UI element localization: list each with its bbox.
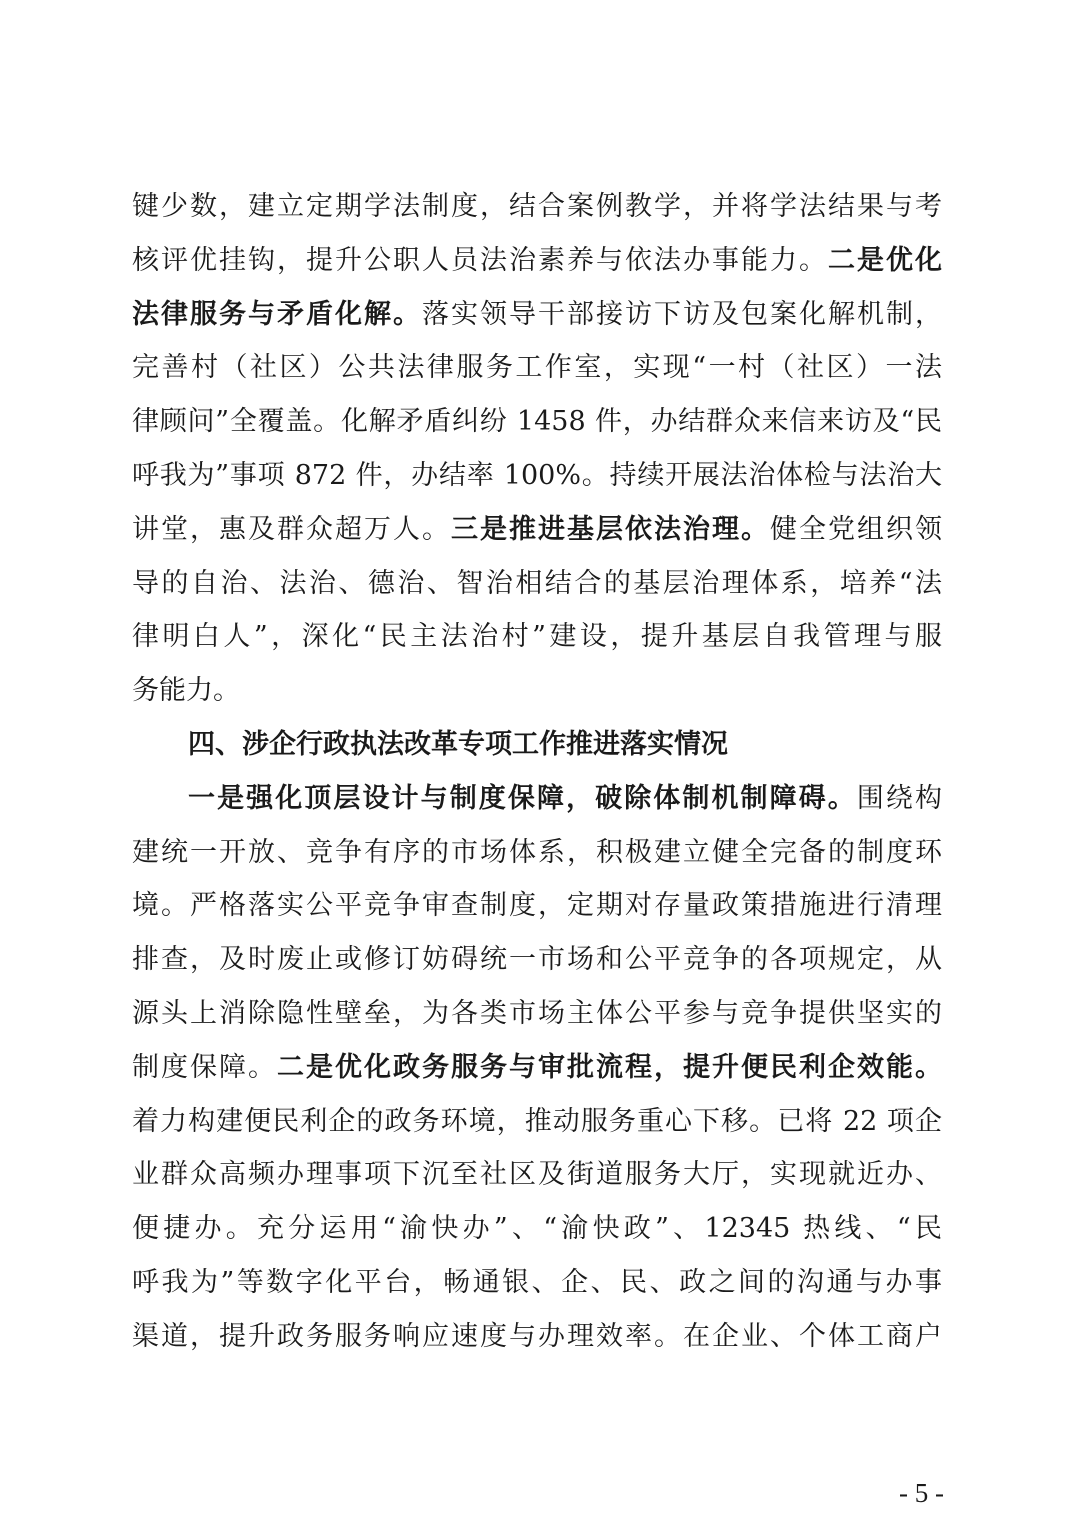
text-line bbox=[132, 449, 942, 503]
text-line bbox=[132, 718, 942, 772]
text-segment: 健全党组织领 bbox=[770, 513, 942, 545]
text-segment: 排查，及时废止或修订妨碍统一市场和公平竞争的各项规定，从 bbox=[132, 944, 942, 976]
text-segment: 着力构建便民利企的政务环境，推动服务重心下移。已将 22 项企 bbox=[132, 1105, 942, 1137]
text-line bbox=[132, 933, 942, 987]
text-line bbox=[132, 341, 942, 395]
text-line bbox=[132, 1202, 942, 1256]
bold-text-segment: 四、涉企行政执法改革专项工作推进落实情况 bbox=[188, 728, 728, 760]
bold-text-segment: 二是优化政务服务与审批流程，提升便民利企效能。 bbox=[277, 1051, 942, 1083]
text-line bbox=[132, 664, 942, 718]
text-segment: 导的自治、法治、德治、智治相结合的基层治理体系，培养“法 bbox=[132, 567, 942, 599]
text-segment: 落实领导干部接访下访及包案化解机制， bbox=[422, 298, 942, 330]
text-line bbox=[132, 1256, 942, 1310]
text-segment: 律明白人”，深化“民主法治村”建设，提升基层自我管理与服 bbox=[132, 621, 942, 653]
text-line bbox=[132, 180, 942, 234]
bold-text-segment: 二是优化 bbox=[828, 244, 942, 276]
text-segment: 围绕构 bbox=[856, 782, 943, 814]
text-line bbox=[132, 879, 942, 933]
text-line bbox=[132, 503, 942, 557]
text-segment: 律顾问”全覆盖。化解矛盾纠纷 1458 件，办结群众来信来访及“民 bbox=[132, 406, 942, 438]
text-line bbox=[132, 1041, 942, 1095]
text-line bbox=[132, 395, 942, 449]
text-segment: 渠道，提升政务服务响应速度与办理效率。在企业、个体工商户 bbox=[132, 1320, 942, 1352]
text-segment: 完善村（社区）公共法律服务工作室，实现“一村（社区）一法 bbox=[132, 352, 942, 384]
text-line bbox=[132, 610, 942, 664]
text-segment: 讲堂，惠及群众超万人。 bbox=[132, 513, 451, 545]
text-segment: 呼我为”等数字化平台，畅通银、企、民、政之间的沟通与办事 bbox=[132, 1266, 942, 1298]
text-segment: 呼我为”事项 872 件，办结率 100%。持续开展法治体检与法治大 bbox=[132, 459, 942, 491]
text-segment: 务能力。 bbox=[132, 675, 240, 707]
text-segment: 核评优挂钩，提升公职人员法治素养与依法办事能力。 bbox=[132, 244, 828, 276]
text-line bbox=[132, 987, 942, 1041]
text-segment: 境。严格落实公平竞争审查制度，定期对存量政策措施进行清理 bbox=[132, 890, 942, 922]
text-segment: 制度保障。 bbox=[132, 1051, 277, 1083]
text-line bbox=[132, 772, 942, 826]
text-line bbox=[132, 1310, 942, 1364]
text-segment: 源头上消除隐性壁垒，为各类市场主体公平参与竞争提供坚实的 bbox=[132, 997, 942, 1029]
text-line bbox=[132, 557, 942, 611]
text-line bbox=[132, 826, 942, 880]
text-segment: 建统一开放、竞争有序的市场体系，积极建立健全完备的制度环 bbox=[132, 836, 942, 868]
text-line bbox=[132, 234, 942, 288]
bold-text-segment: 三是推进基层依法治理。 bbox=[451, 513, 770, 545]
text-line bbox=[132, 288, 942, 342]
text-segment: 便捷办。充分运用“渝快办”、“渝快政”、12345 热线、“民 bbox=[132, 1213, 942, 1245]
text-segment: 键少数，建立定期学法制度，结合案例教学，并将学法结果与考 bbox=[132, 191, 942, 222]
text-line bbox=[132, 1148, 942, 1202]
bold-text-segment: 法律服务与矛盾化解。 bbox=[132, 298, 422, 330]
text-segment: 业群众高频办理事项下沉至社区及街道服务大厅，实现就近办、 bbox=[132, 1159, 942, 1191]
bold-text-segment: 一是强化顶层设计与制度保障，破除体制机制障碍。 bbox=[188, 782, 857, 814]
body-text bbox=[132, 180, 942, 1364]
text-line bbox=[132, 1095, 942, 1149]
page-number: - 5 - bbox=[899, 1478, 944, 1508]
